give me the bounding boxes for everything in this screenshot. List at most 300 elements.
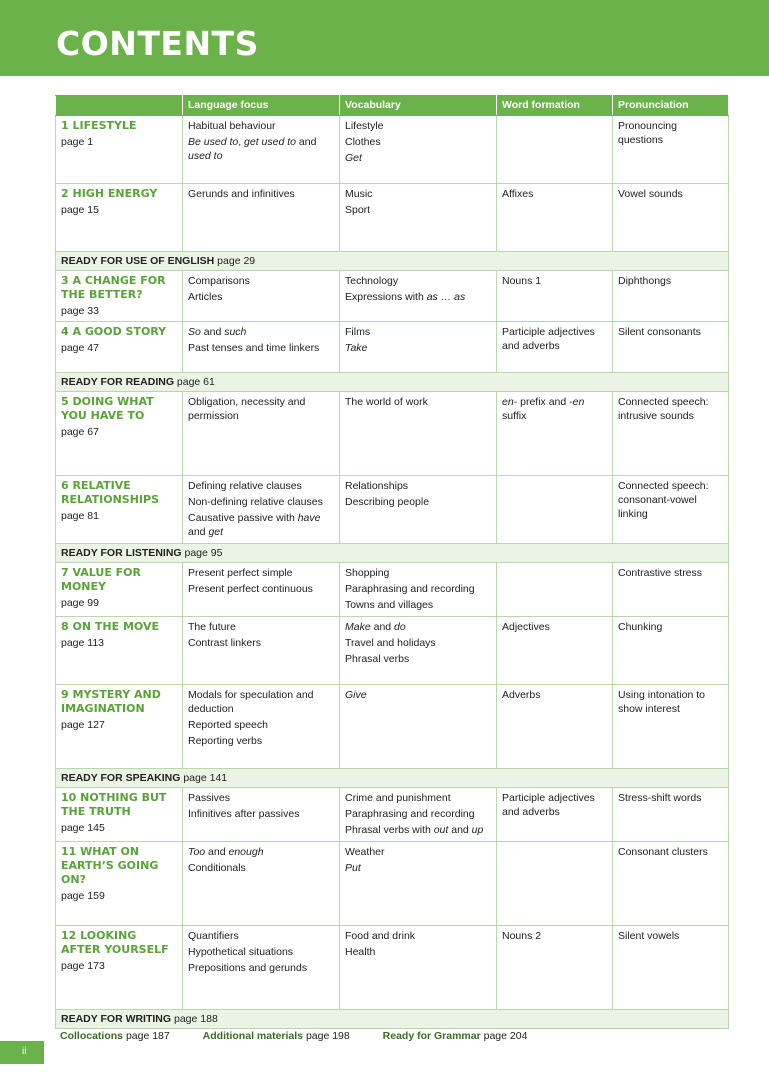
word-formation-cell: [497, 617, 613, 685]
cell-line: [188, 791, 334, 805]
pronunciation-cell: [613, 563, 729, 617]
cell-line: [345, 636, 491, 650]
cell-line: [188, 961, 334, 975]
text-segment: Nouns 2: [502, 930, 542, 942]
text-segment: Make: [345, 621, 371, 633]
text-segment: Modals for speculation and deduction: [188, 689, 314, 715]
language-focus-cell: [183, 392, 340, 476]
text-segment: Get: [345, 152, 362, 164]
cell-line: [188, 566, 334, 580]
text-segment: The future: [188, 621, 236, 633]
language-focus-cell: [183, 184, 340, 252]
word-formation-cell: [497, 926, 613, 1010]
text-segment: Pronouncing questions: [618, 120, 677, 146]
footer-item-collocations[interactable]: [60, 1030, 170, 1042]
word-formation-cell: [497, 788, 613, 842]
cell-line: [188, 395, 334, 423]
cell-line: [345, 495, 491, 509]
unit-title: [61, 119, 177, 133]
text-segment: do: [394, 621, 406, 633]
ready-for-cell[interactable]: [56, 544, 729, 563]
word-formation-cell: [497, 842, 613, 926]
cell-line: [345, 119, 491, 133]
vocabulary-cell: [340, 392, 497, 476]
vocabulary-cell: [340, 476, 497, 544]
cell-line: [345, 807, 491, 821]
text-segment: get: [208, 526, 224, 538]
text-segment: Using intonation to show interest: [618, 689, 705, 715]
cell-line: [502, 620, 607, 634]
text-segment: Shopping: [345, 567, 390, 579]
header-banner: [0, 0, 769, 76]
cell-line: [618, 620, 723, 634]
text-segment: and: [296, 136, 317, 148]
ready-for-label: READY FOR READING: [61, 376, 174, 388]
unit-row: [56, 842, 729, 926]
cell-line: [188, 511, 334, 539]
text-segment: Phrasal verbs: [345, 653, 410, 665]
unit-row: [56, 322, 729, 373]
unit-title: [61, 566, 177, 594]
cell-line: [345, 479, 491, 493]
unit-title: [61, 929, 177, 957]
ready-for-page: page 61: [176, 376, 215, 388]
unit-title: [61, 325, 177, 339]
text-segment: Defining relative clauses: [188, 480, 302, 492]
language-focus-cell: [183, 563, 340, 617]
text-segment: Towns and villages: [345, 599, 434, 611]
text-segment: Paraphrasing and recording: [345, 583, 475, 595]
text-segment: Non-defining relative clauses: [188, 496, 323, 508]
text-segment: Nouns 1: [502, 275, 542, 287]
text-segment: Phrasal verbs with: [345, 824, 434, 836]
unit-page: page 127: [61, 719, 105, 731]
text-segment: Take: [345, 342, 368, 354]
ready-for-row: [56, 544, 729, 563]
page-number: ii: [0, 1041, 44, 1064]
header-vocabulary: Vocabulary: [340, 96, 497, 116]
unit-cell[interactable]: [56, 184, 183, 252]
text-segment: Present perfect continuous: [188, 583, 313, 595]
ready-for-cell[interactable]: [56, 1010, 729, 1029]
text-segment: Adverbs: [502, 689, 541, 701]
text-segment: Comparisons: [188, 275, 250, 287]
cell-line: [345, 187, 491, 201]
cell-line: [345, 395, 491, 409]
cell-line: [345, 823, 491, 837]
text-segment: Food and drink: [345, 930, 416, 942]
pronunciation-cell: [613, 322, 729, 373]
cell-line: [618, 395, 723, 423]
ready-for-page: page 141: [183, 772, 228, 784]
unit-row: [56, 563, 729, 617]
unit-number: 11: [61, 845, 77, 858]
ready-for-row: [56, 769, 729, 788]
unit-name: VALUE FOR MONEY: [61, 566, 142, 593]
unit-page: page 33: [61, 305, 99, 317]
unit-row: [56, 617, 729, 685]
cell-line: [188, 135, 334, 163]
unit-page: page 15: [61, 204, 99, 216]
text-segment: and: [200, 326, 225, 338]
text-segment: get used to: [244, 136, 297, 148]
pronunciation-cell: [613, 926, 729, 1010]
pronunciation-cell: [613, 116, 729, 184]
language-focus-cell: [183, 685, 340, 769]
unit-name: DOING WHAT YOU HAVE TO: [61, 395, 154, 422]
cell-line: [188, 495, 334, 509]
text-segment: Contrastive stress: [618, 567, 703, 579]
cell-line: [345, 135, 491, 149]
unit-row: [56, 788, 729, 842]
text-segment: up: [471, 824, 484, 836]
pronunciation-cell: [613, 617, 729, 685]
cell-line: [345, 945, 491, 959]
language-focus-cell: [183, 926, 340, 1010]
cell-line: [188, 807, 334, 821]
pronunciation-cell: [613, 685, 729, 769]
unit-number: 12: [61, 929, 77, 942]
text-segment: Prepositions and gerunds: [188, 962, 308, 974]
unit-cell[interactable]: [56, 563, 183, 617]
ready-for-row: [56, 1010, 729, 1029]
cell-line: [618, 688, 723, 716]
cell-line: [188, 274, 334, 288]
text-segment: Participle adjectives and adverbs: [502, 326, 595, 352]
language-focus-cell: [183, 116, 340, 184]
ready-for-row: [56, 252, 729, 271]
cell-line: [345, 791, 491, 805]
text-segment: and: [370, 621, 395, 633]
cell-line: [345, 274, 491, 288]
text-segment: as … as: [426, 291, 466, 303]
cell-line: [188, 718, 334, 732]
text-segment: Passives: [188, 792, 231, 804]
unit-cell[interactable]: [56, 617, 183, 685]
unit-name: ON THE MOVE: [72, 620, 159, 633]
unit-number: 2: [61, 187, 69, 200]
text-segment: Quantifiers: [188, 930, 239, 942]
text-segment: Expressions with: [345, 291, 427, 303]
text-segment: Past tenses and time linkers: [188, 342, 320, 354]
text-segment: Put: [345, 862, 361, 874]
language-focus-cell: [183, 617, 340, 685]
unit-page: page 47: [61, 342, 99, 354]
text-segment: Silent consonants: [618, 326, 701, 338]
ready-for-label: READY FOR USE OF ENGLISH: [61, 255, 215, 267]
cell-line: [618, 325, 723, 339]
text-segment: Connected speech: consonant-vowel linking: [618, 480, 709, 520]
unit-page: page 113: [61, 637, 105, 649]
cell-line: [345, 341, 491, 355]
text-segment: Health: [345, 946, 376, 958]
text-segment: Participle adjectives and adverbs: [502, 792, 595, 818]
text-segment: Consonant clusters: [618, 846, 708, 858]
text-segment: Relationships: [345, 480, 409, 492]
cell-line: [502, 325, 607, 353]
cell-line: [188, 734, 334, 748]
footer-item-ready-for-grammar[interactable]: [383, 1030, 528, 1042]
text-segment: ,: [238, 136, 245, 148]
unit-number: 5: [61, 395, 69, 408]
unit-number: 8: [61, 620, 69, 633]
pronunciation-cell: [613, 842, 729, 926]
text-segment: Reporting verbs: [188, 735, 263, 747]
cell-line: [618, 845, 723, 859]
header-language-focus: Language focus: [183, 96, 340, 116]
text-segment: and: [205, 846, 229, 858]
text-segment: Paraphrasing and recording: [345, 808, 475, 820]
text-segment: Give: [345, 689, 367, 701]
unit-number: 3: [61, 274, 69, 287]
pronunciation-cell: [613, 184, 729, 252]
text-segment: used to: [188, 150, 223, 162]
unit-cell[interactable]: [56, 926, 183, 1010]
ready-for-cell[interactable]: [56, 373, 729, 392]
cell-line: [188, 325, 334, 339]
cell-line: [345, 929, 491, 943]
vocabulary-cell: [340, 926, 497, 1010]
header-unit: [56, 96, 183, 116]
language-focus-cell: [183, 271, 340, 322]
cell-line: [345, 203, 491, 217]
header-word-formation: Word formation: [497, 96, 613, 116]
unit-cell[interactable]: [56, 322, 183, 373]
unit-cell[interactable]: [56, 271, 183, 322]
text-segment: have: [297, 512, 321, 524]
cell-line: [188, 582, 334, 596]
text-segment: Chunking: [618, 621, 663, 633]
unit-title: [61, 479, 177, 507]
cell-line: [188, 479, 334, 493]
ready-for-label: READY FOR LISTENING: [61, 547, 182, 559]
pronunciation-cell: [613, 788, 729, 842]
unit-page: page 145: [61, 822, 105, 834]
vocabulary-cell: [340, 184, 497, 252]
vocabulary-cell: [340, 842, 497, 926]
text-segment: Clothes: [345, 136, 381, 148]
unit-number: 9: [61, 688, 69, 701]
unit-title: [61, 620, 177, 634]
word-formation-cell: [497, 184, 613, 252]
contents-table: [55, 95, 729, 1029]
unit-row: [56, 271, 729, 322]
cell-line: [188, 341, 334, 355]
word-formation-cell: [497, 271, 613, 322]
footer-page: page 198: [305, 1030, 350, 1042]
cell-line: [502, 791, 607, 819]
unit-name: RELATIVE RELATIONSHIPS: [61, 479, 160, 506]
language-focus-cell: [183, 788, 340, 842]
cell-line: [502, 395, 607, 423]
text-segment: en-: [502, 396, 518, 408]
cell-line: [188, 929, 334, 943]
ready-for-cell[interactable]: [56, 769, 729, 788]
pronunciation-cell: [613, 271, 729, 322]
footer-page: page 204: [483, 1030, 528, 1042]
cell-line: [502, 929, 607, 943]
text-segment: Present perfect simple: [188, 567, 293, 579]
cell-line: [618, 929, 723, 943]
word-formation-cell: [497, 685, 613, 769]
cell-line: [345, 325, 491, 339]
unit-name: A CHANGE FOR THE BETTER?: [61, 274, 166, 301]
text-segment: Conditionals: [188, 862, 246, 874]
unit-number: 10: [61, 791, 77, 804]
cell-line: [345, 845, 491, 859]
text-segment: Causative passive with: [188, 512, 298, 524]
unit-page: page 1: [61, 136, 94, 148]
word-formation-cell: [497, 392, 613, 476]
cell-line: [618, 479, 723, 521]
unit-page: page 173: [61, 960, 105, 972]
unit-page: page 99: [61, 597, 99, 609]
text-segment: Lifestyle: [345, 120, 384, 132]
ready-for-page: page 95: [184, 547, 223, 559]
unit-number: 1: [61, 119, 69, 132]
cell-line: [345, 598, 491, 612]
vocabulary-cell: [340, 685, 497, 769]
text-segment: Vowel sounds: [618, 188, 683, 200]
vocabulary-cell: [340, 322, 497, 373]
unit-page: page 81: [61, 510, 99, 522]
cell-line: [188, 187, 334, 201]
unit-cell[interactable]: [56, 116, 183, 184]
unit-page: page 159: [61, 890, 105, 902]
cell-line: [188, 861, 334, 875]
unit-number: 7: [61, 566, 69, 579]
ready-for-cell[interactable]: [56, 252, 729, 271]
unit-name: HIGH ENERGY: [72, 187, 158, 200]
unit-number: 4: [61, 325, 69, 338]
text-segment: Articles: [188, 291, 223, 303]
ready-for-page: page 188: [173, 1013, 218, 1025]
text-segment: Connected speech: intrusive sounds: [618, 396, 709, 422]
unit-name: WHAT ON EARTH’S GOING ON?: [61, 845, 159, 886]
cell-line: [345, 652, 491, 666]
word-formation-cell: [497, 476, 613, 544]
text-segment: Diphthongs: [618, 275, 672, 287]
unit-title: [61, 845, 177, 887]
word-formation-cell: [497, 322, 613, 373]
cell-line: [618, 187, 723, 201]
unit-title: [61, 395, 177, 423]
footer-item-additional-materials[interactable]: [203, 1030, 350, 1042]
cell-line: [502, 187, 607, 201]
text-segment: and: [188, 526, 209, 538]
cell-line: [188, 945, 334, 959]
word-formation-cell: [497, 116, 613, 184]
text-segment: prefix and: [517, 396, 570, 408]
text-segment: Habitual behaviour: [188, 120, 276, 132]
page-title: CONTENTS: [56, 24, 259, 63]
text-segment: Music: [345, 188, 373, 200]
vocabulary-cell: [340, 788, 497, 842]
text-segment: Gerunds and infinitives: [188, 188, 295, 200]
text-segment: Sport: [345, 204, 371, 216]
cell-line: [345, 290, 491, 304]
vocabulary-cell: [340, 271, 497, 322]
cell-line: [188, 845, 334, 859]
unit-name: LOOKING AFTER YOURSELF: [61, 929, 169, 956]
table-header-row: [56, 96, 729, 116]
text-segment: and: [448, 824, 472, 836]
cell-line: [502, 274, 607, 288]
unit-row: [56, 685, 729, 769]
text-segment: -en: [569, 396, 585, 408]
unit-cell[interactable]: [56, 842, 183, 926]
text-segment: out: [433, 824, 449, 836]
unit-title: [61, 274, 177, 302]
unit-title: [61, 688, 177, 716]
footer-page: page 187: [125, 1030, 170, 1042]
pronunciation-cell: [613, 392, 729, 476]
cell-line: [618, 791, 723, 805]
cell-line: [345, 688, 491, 702]
unit-name: NOTHING BUT THE TRUTH: [61, 791, 167, 818]
vocabulary-cell: [340, 563, 497, 617]
unit-row: [56, 392, 729, 476]
text-segment: Infinitives after passives: [188, 808, 300, 820]
text-segment: The world of work: [345, 396, 428, 408]
unit-row: [56, 184, 729, 252]
text-segment: Crime and punishment: [345, 792, 451, 804]
text-segment: Describing people: [345, 496, 430, 508]
language-focus-cell: [183, 476, 340, 544]
cell-line: [345, 861, 491, 875]
text-segment: Travel and holidays: [345, 637, 436, 649]
unit-page: page 67: [61, 426, 99, 438]
unit-cell[interactable]: [56, 476, 183, 544]
footer-label: Collocations: [60, 1030, 124, 1042]
unit-cell[interactable]: [56, 685, 183, 769]
text-segment: So: [188, 326, 201, 338]
text-segment: Too: [188, 846, 206, 858]
cell-line: [188, 688, 334, 716]
text-segment: enough: [228, 846, 264, 858]
cell-line: [345, 566, 491, 580]
language-focus-cell: [183, 842, 340, 926]
footer-links: [60, 1030, 557, 1042]
footer-label: Ready for Grammar: [382, 1030, 481, 1042]
unit-cell[interactable]: [56, 392, 183, 476]
word-formation-cell: [497, 563, 613, 617]
cell-line: [618, 119, 723, 147]
cell-line: [188, 290, 334, 304]
unit-row: [56, 116, 729, 184]
text-segment: Affixes: [502, 188, 534, 200]
text-segment: such: [224, 326, 247, 338]
header-pronunciation: Pronunciation: [613, 96, 729, 116]
cell-line: [618, 566, 723, 580]
ready-for-page: page 29: [217, 255, 256, 267]
text-segment: Technology: [345, 275, 399, 287]
ready-for-row: [56, 373, 729, 392]
unit-title: [61, 791, 177, 819]
cell-line: [345, 582, 491, 596]
footer-label: Additional materials: [202, 1030, 304, 1042]
text-segment: Silent vowels: [618, 930, 680, 942]
contents-body: [56, 116, 729, 1029]
cell-line: [188, 620, 334, 634]
text-segment: Hypothetical situations: [188, 946, 294, 958]
unit-row: [56, 926, 729, 1010]
cell-line: [345, 151, 491, 165]
text-segment: Be used to: [188, 136, 239, 148]
unit-cell[interactable]: [56, 788, 183, 842]
text-segment: suffix: [502, 410, 527, 422]
unit-number: 6: [61, 479, 69, 492]
